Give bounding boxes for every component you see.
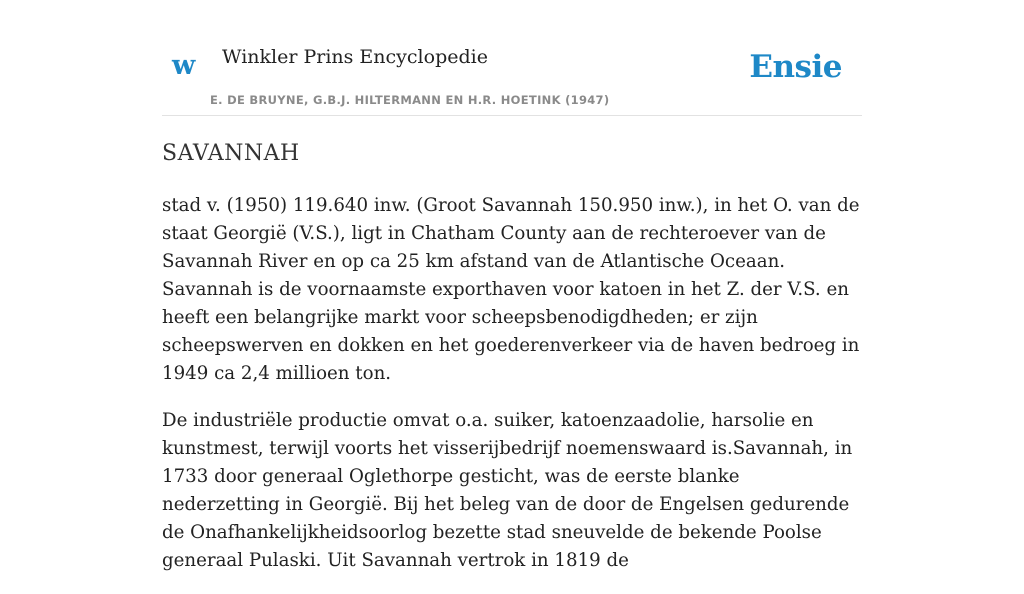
entry-title: SAVANNAH [162,141,300,166]
entry-body [162,192,862,594]
entry-paragraph: stad v. (1950) 119.640 inw. (Groot Savannah 150.950 inw.), in het O. van de staat Georgië (V.S.), ligt in Chatham County aan de rechteroever van de Savannah River en op ca 25 km afstand van de Atlantische Oceaan. Savannah is de voornaamste exporthaven voor katoen in het Z. der V.S. en heeft een belangrijke markt voor scheepsbenodigdheden; er zijn scheepswerven en dokken en het goederenverkeer via de haven bedroeg in 1949 ca 2,4 millioen ton. [162,195,860,384]
page [162,0,862,571]
source-header [162,0,862,116]
brand-logo-link[interactable]: Ensie [749,49,842,85]
source-title[interactable]: Winkler Prins Encyclopedie [222,46,488,68]
source-logo[interactable]: w [172,50,196,81]
entry-paragraph: De industriële productie omvat o.a. suiker, katoenzaadolie, harsolie en kunstmest, terwijl voorts het visserijbedrijf noemenswaard is.Savannah, in 1733 door generaal Oglethorpe gesticht, was de eerste blanke nederzetting in Georgië. Bij het beleg van de door de Engelsen gedurende de Onafhankelijkheidsoorlog bezette stad sneuvelde de bekende Poolse generaal Pulaski. Uit Savannah vertrok in 1819 de [162,410,853,571]
source-authors: E. DE BRUYNE, G.B.J. HILTERMANN EN H.R. HOETINK (1947) [210,93,610,107]
